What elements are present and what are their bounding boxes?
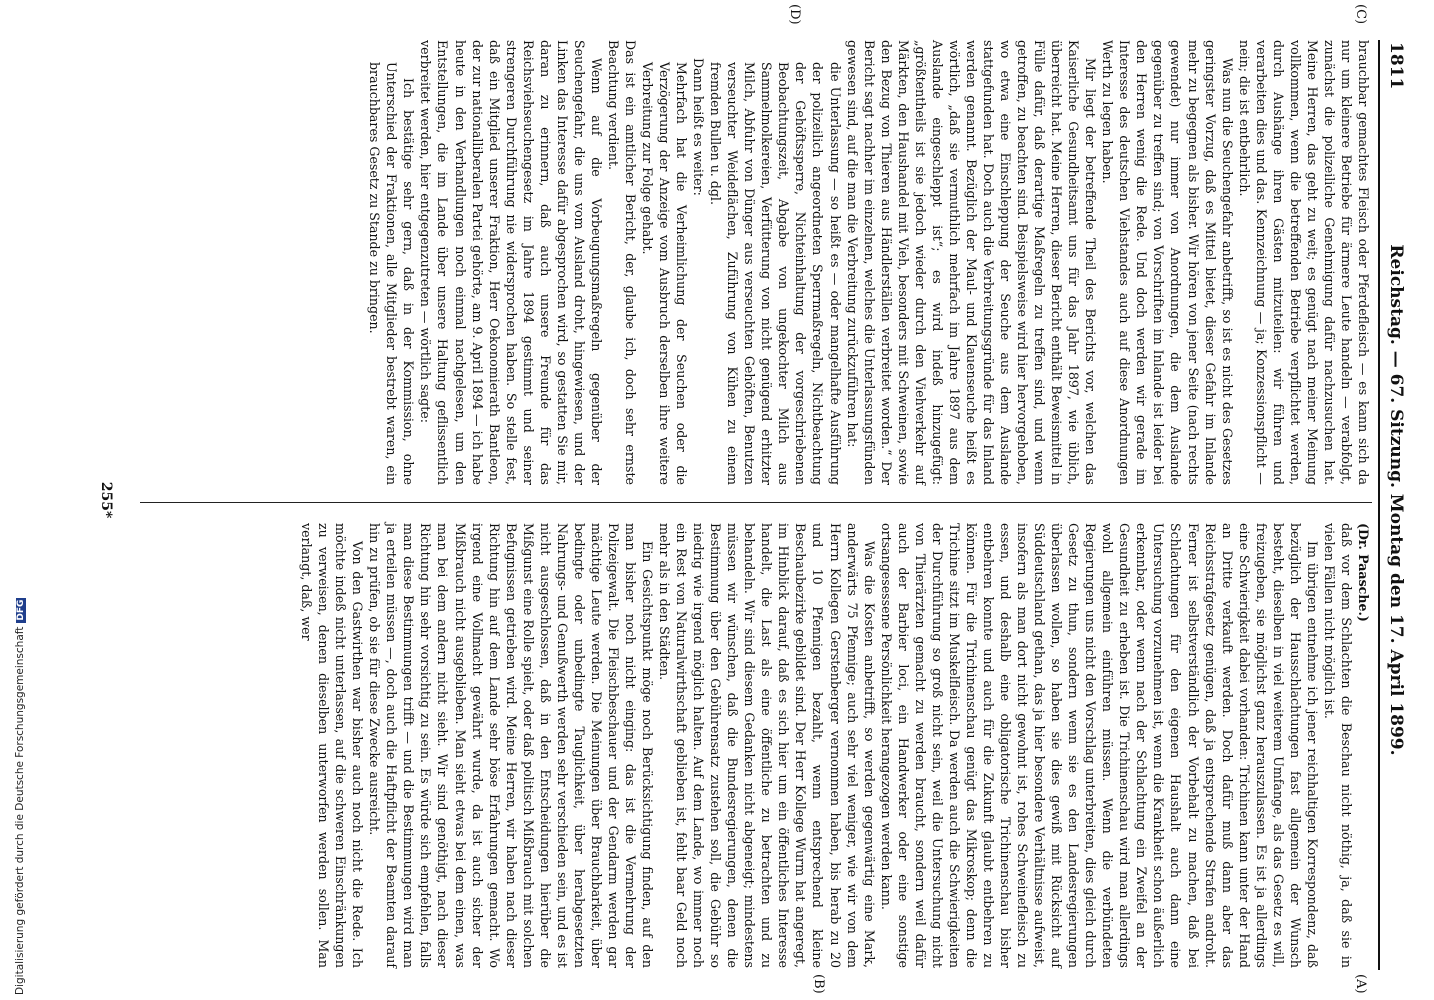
paragraph: Was die Kosten anbetrifft, so werden gegenwärtig eine Mark, anderwärts 75 Pfennige; auch sehr viel weniger, wie wir von dem Herrn Kollegen Gerstenberger vernommen haben, bis herab zu 20 und 10 Pfennigen bezahlt, wenn entsprechend kleine Beschaubezirke gebildet sind. Der Herr Kollege Wurm hat angeregt, im Hinblick darauf, daß es sich hier um ein öffentliches Interesse handelt, die Last als eine öffentliche zu betrachten und zu behandeln. Wir sind diesem Gedanken nicht abgeneigt; mindestens müssen wir wünschen, daß die Bundesregierungen, denen die Bestimmung über den Gebührensatz zustehen soll, die Gebühr so niedrig wie irgend möglich halten. Auf dem Lande, wo immer noch ein Rest von Naturalwirthschaft geblieben ist, fehlt baar Geld noch mehr als in den Städten. xyxy=(657,523,877,968)
quotation: Ich bestätige sehr gern, daß in der Kommission, ohne Unterschied der Fraktionen, alle Mitglieder bestrebt waren, ein brauchbares Gesetz zu Stande zu bringen. xyxy=(367,62,417,485)
quotation: Mehrfach hat die Verheimlichung der Seuchen oder die Verzögerung der Anzeige vom Ausbruch derselben ihre weitere Verbreitung zur Folge gehabt. xyxy=(640,62,690,485)
paragraph: brauchbar gemachtes Fleisch oder Pferdefleisch — es kann sich da nur um kleinere Betriebe für ärmere Leute handeln — verabfolgt, zunächst die polizeiliche Genehmigung dafür nachzusuchen hat. Meine Herren, das geht zu weit; es genügt nach meiner Meinung vollkommen, wenn die betreffenden Betriebe verpflichtet werden, durch Aushänge ihren Gästen mitzuteilen: wir führen und verarbeiten dies und das. Kennzeichnung — ja; Konzessionspflicht — nein; die ist entbehrlich. xyxy=(1236,40,1371,485)
margin-mark-d: (D) xyxy=(787,4,802,25)
paragraph: Was nun die Seuchengefahr anbetrifft, so ist es nicht des Gesetzes geringster Vorzug, daß es Mittel bietet, dieser Gefahr im Inlande mehr zu begegnen als bisher. Wir hören von jener Seite (nach rechts gewendet) nur immer von Anordnungen, die dem Auslande gegenüber zu treffen sind; von Vorschriften im Inlande ist leider bei den Herren wenig die Rede. Und doch werden wir gerade im Interesse des deutschen Viehstandes auch auf diese Anordnungen Werth zu legen haben. xyxy=(1100,40,1235,485)
paragraph: Dann heißt es weiter: xyxy=(691,58,707,196)
digitization-sidebar xyxy=(2,0,26,1000)
right-column xyxy=(298,523,1372,968)
signature-mark: 255* xyxy=(98,481,114,519)
speaker-label: (Dr. Paasche.) xyxy=(1356,523,1371,622)
digitization-notice-text: Digitalisierung gefördert durch die Deutsche Forschungsgemeinschaft xyxy=(14,626,26,995)
rotated-page xyxy=(54,0,1434,1000)
page-header xyxy=(1376,0,1406,1000)
page-number: 1811 xyxy=(1386,42,1406,90)
paragraph: Im übrigen entnehme ich jener reichhaltigen Korrespondenz, daß bezüglich der Hausschlachtungen fast allgemein der Wunsch besteht, dieselben in viel weiterem Umfange, als das Gesetz es will, freizugeben, sie möglichst ganz herauszulassen. Es ist ja allerdings eine Schwierigkeit dabei vorhanden: Trichinen kann unter der Hand an Dritte verkauft werden. Doch dafür muß dann aber das Reichsstrafgesetz genügen, daß ja entsprechende Strafen androht. Ferner ist selbstverständlich der Vorbehalt zu machen, daß bei Schlachtungen für den eigenen Haushalt auch dann eine Untersuchung vorzunehmen ist, wenn die Krankheit schon äußerlich erkennbar, oder wenn nach der Schlachtung ein Zweifel an der Gesundheit zu erheben ist. Die Trichinenschau wird man allerdings wohl allgemein einführen müssen. Wenn die verbündeten Regierungen uns nicht den Vorschlag unterbreiten, dies gleich durch Gesetz zu thun, sondern wenn sie es den Landesregierungen überlassen wollen, so haben sie dies gewiß mit Rücksicht auf Süddeutschland gethan, das ja hier besondere Verhältnisse aufweist, insofern als man dort nicht gewohnt ist, rohes Schweinefleisch zu essen, und deshalb eine obligatorische Trichinenschau bisher entbehren konnte und auch für die Zukunft glaubt entbehren zu können. Für die Trichinenschau genügt das Mikroskop; denn die Trichine sitzt im Muskelfleisch. Da werden auch die Schwierigkeiten der Durchführung so groß nicht sein, weil die Untersuchung nicht von Thierärzten gemacht zu werden braucht, sondern weil dafür auch der Barbier loci, ein Handwerker oder eine sonstige ortsangesessene Persönlichkeit herangezogen werden kann. xyxy=(878,523,1320,968)
column-divider xyxy=(140,502,1372,503)
margin-mark-b: (B) xyxy=(811,974,826,994)
paragraph: daß vor dem Schlachten die Beschau nicht nöthig, ja, daß sie in vielen Fällen nicht möglich ist. xyxy=(1321,523,1354,968)
paragraph: Das ist ein amtlicher Bericht, der, glaube ich, doch sehr ernste Beachtung verdient. xyxy=(605,40,638,485)
paragraph: Ein Gesichtspunkt möge noch Berücksichtigung finden, auf den man bisher noch nicht einging: das ist die Vermehrung der Polizeigewalt. Die Fleischbeschauer und der Gendarm werden gar mächtige Leute werden. Die Meinungen über Brauchbarkeit, über bedingte oder unbedingte Tauglichkeit, über herabgesetzten Nahrungs- und Genußwerth werden sehr verschieden sein, und es ist nicht ausgeschlossen, daß in den Entscheidungen hierüber die Mißgunst eine Rolle spielt, oder daß politisch Mißbrauch mit solchen Befugnissen getrieben wird. Meine Herren, wir haben nach dieser Richtung hin auf dem Lande sehr böse Erfahrungen gemacht. Wo irgend eine Vollmacht gewährt wurde, da ist auch sicher der Mißbrauch nicht ausgeblieben. Man sieht etwas bei dem einen, was man bei dem andern nicht sieht. Wir sind genöthigt, nach dieser Richtung hin sehr vorsichtig zu sein. Es würde sich empfehlen, falls man diese Bestimmungen trifft — und die Bestimmungen wird man ja erteilen müssen —, doch auch die Haftpflicht der Beamten darauf hin zu prüfen, ob sie für diese Zwecke ausreicht. xyxy=(367,523,656,968)
header-rule xyxy=(1378,40,1380,970)
quotation: die Unterlassung — so heißt es — oder mangelhafte Ausführung der polizeilich angeordneten Sperrmaßregeln, Nichtbeachtung der Gehöftssperre, Nichteinhaltung der vorgeschriebenen Beobachtungszeit, Abgabe von ungekochter Milch aus Sammelmolkereien, Verfütterung von nicht genügend erhitzter Milch, Abfuhr von Dünger aus verseuchten Gehöften, Benutzen verseuchter Weideflächen, Zuführung von Kühen zu einem fremden Bullen u. dgl. xyxy=(708,62,843,485)
page-title: Reichstag. — 67. Sitzung. Montag den 17. April 1899. xyxy=(1386,244,1406,756)
left-column xyxy=(366,40,1372,485)
margin-mark-c: (C) xyxy=(1353,4,1368,25)
paragraph: Mir liegt der betreffende Theil des Berichts vor, welchen das Kaiserliche Gesundheitsamt uns für das Jahr 1897, wie üblich, überreicht hat. Meine Herren, dieser Bericht enthält Beweismittel in Fülle dafür, daß derartige Maßregeln zu treffen sind, und wenn getroffen, zu beachten sind. Beispielsweise wird hier hervorgehoben, wo etwa eine Einschleppung der Seuche aus dem Auslande stattgefunden hat. Doch auch die Verbreitungsgründe für das Inland werden genannt. Bezüglich der Maul- und Klauenseuche heißt es wörtlich, „daß sie vermuthlich mehrfach im Jahre 1897 aus dem Auslande eingeschleppt ist“; es wird indeß hinzugefügt: „größtentheils ist sie jedoch wieder durch den Viehverkehr auf Märkten, den Haushandel mit Vieh, besonders mit Schweinen, sowie den Bezug von Thieren aus Händlerställen verbreitet worden.“ Der Bericht sagt nachher im einzelnen, welches die Unterlassungsfünden gewesen sind, auf die man die Verbreitung zurückzuführen hat: xyxy=(844,40,1099,485)
paragraph: Von den Gastwirthen war bisher auch noch nicht die Rede. Ich möchte indeß nicht unterlassen, auf die schweren Einschränkungen zu verweisen, denen dieselben unterworfen werden sollen. Man verlangt, daß, wer xyxy=(299,523,366,968)
margin-mark-a: (A) xyxy=(1353,974,1368,994)
dfg-logo-icon: DFG xyxy=(16,599,26,621)
digitization-notice xyxy=(14,598,26,995)
paragraph: Wenn auf die Vorbeugungsmaßregeln gegenüber der Seuchengefahr, die uns vom Ausland droht, hingewiesen, und der Linken das Interesse dafür abgesprochen wird, so gestatten Sie mir, daran zu erinnern, daß auch unsere Freunde für das Reichsviehseuchengesetz im Jahre 1894 gestimmt und seiner strengeren Durchführung nie widersprochen haben. So stelle fest, daß ein Mitglied unserer Fraktion, Herr Oekonomierath Bantleon, der zur nationalliberalen Partei gehörte, am 9. April 1894 — ich habe heute in den Verhandlungen noch einmal nachgelesen, um den Entstellungen, die im Lande über unsere Haltung geflissentlich verbreitet werden, hier entgegenzutreten — wörtlich sagte: xyxy=(418,40,604,485)
